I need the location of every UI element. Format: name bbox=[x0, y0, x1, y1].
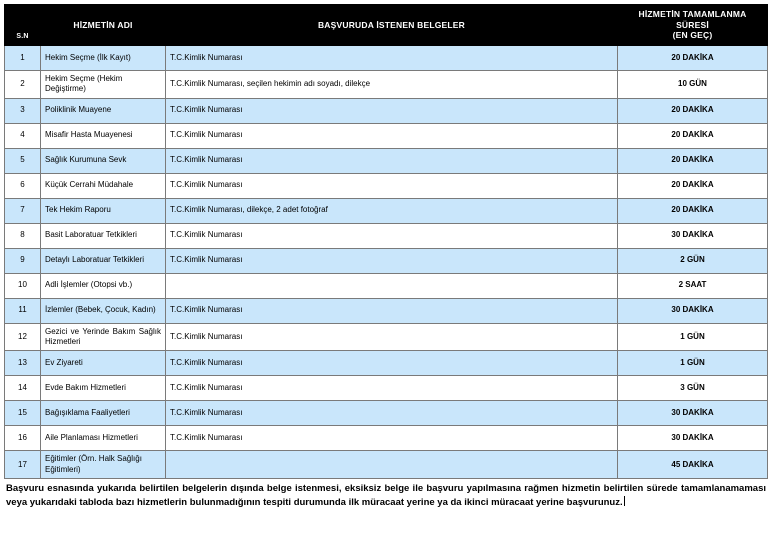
cell-service-name: Basit Laboratuar Tetkikleri bbox=[41, 223, 166, 248]
cell-duration: 20 DAKİKA bbox=[618, 148, 768, 173]
cell-service-name: Küçük Cerrahi Müdahale bbox=[41, 173, 166, 198]
cell-service-name: Poliklinik Muayene bbox=[41, 98, 166, 123]
table-row bbox=[5, 248, 768, 273]
table-row bbox=[5, 223, 768, 248]
cell-documents: T.C.Kimlik Numarası bbox=[166, 148, 618, 173]
cell-documents bbox=[166, 273, 618, 298]
table-row bbox=[5, 401, 768, 426]
services-table bbox=[4, 4, 768, 479]
cell-documents: T.C.Kimlik Numarası, dilekçe, 2 adet fotoğraf bbox=[166, 198, 618, 223]
table-row bbox=[5, 45, 768, 70]
cell-service-name: Sağlık Kurumuna Sevk bbox=[41, 148, 166, 173]
cell-duration: 30 DAKİKA bbox=[618, 223, 768, 248]
table-row bbox=[5, 298, 768, 323]
cell-documents: T.C.Kimlik Numarası bbox=[166, 401, 618, 426]
column-header-duration-line3: (EN GEÇ) bbox=[672, 30, 713, 41]
cell-documents bbox=[166, 451, 618, 479]
column-header-service-name: HİZMETİN ADI bbox=[41, 5, 166, 46]
cell-sn: 8 bbox=[5, 223, 41, 248]
cell-service-name: Aile Planlaması Hizmetleri bbox=[41, 426, 166, 451]
cell-service-name: Hekim Seçme (İlk Kayıt) bbox=[41, 45, 166, 70]
cell-sn: 7 bbox=[5, 198, 41, 223]
cell-duration: 1 GÜN bbox=[618, 351, 768, 376]
cell-documents: T.C.Kimlik Numarası bbox=[166, 45, 618, 70]
cell-service-name: Bağışıklama Faaliyetleri bbox=[41, 401, 166, 426]
cell-service-name: Tek Hekim Raporu bbox=[41, 198, 166, 223]
table-row bbox=[5, 148, 768, 173]
cell-duration: 30 DAKİKA bbox=[618, 426, 768, 451]
cell-duration: 30 DAKİKA bbox=[618, 401, 768, 426]
cell-documents: T.C.Kimlik Numarası bbox=[166, 426, 618, 451]
cell-documents: T.C.Kimlik Numarası bbox=[166, 248, 618, 273]
cell-duration: 30 DAKİKA bbox=[618, 298, 768, 323]
cell-service-name: Ev Ziyareti bbox=[41, 351, 166, 376]
table-header bbox=[5, 5, 768, 46]
cell-service-name: Evde Bakım Hizmetleri bbox=[41, 376, 166, 401]
cell-service-name: Misafir Hasta Muayenesi bbox=[41, 123, 166, 148]
cell-documents: T.C.Kimlik Numarası bbox=[166, 223, 618, 248]
cell-sn: 10 bbox=[5, 273, 41, 298]
cell-sn: 11 bbox=[5, 298, 41, 323]
cell-documents: T.C.Kimlik Numarası bbox=[166, 298, 618, 323]
cell-documents: T.C.Kimlik Numarası bbox=[166, 376, 618, 401]
cell-duration: 3 GÜN bbox=[618, 376, 768, 401]
column-header-duration bbox=[618, 5, 768, 46]
column-header-sn: S.N bbox=[5, 5, 41, 46]
cell-sn: 13 bbox=[5, 351, 41, 376]
cell-service-name: Adli İşlemler (Otopsi vb.) bbox=[41, 273, 166, 298]
document-page bbox=[0, 4, 779, 552]
table-row bbox=[5, 323, 768, 351]
cell-sn: 3 bbox=[5, 98, 41, 123]
cell-service-name: İzlemler (Bebek, Çocuk, Kadın) bbox=[41, 298, 166, 323]
cell-duration: 1 GÜN bbox=[618, 323, 768, 351]
cell-sn: 5 bbox=[5, 148, 41, 173]
cell-duration: 20 DAKİKA bbox=[618, 123, 768, 148]
table-row bbox=[5, 451, 768, 479]
cell-sn: 1 bbox=[5, 45, 41, 70]
cell-documents: T.C.Kimlik Numarası bbox=[166, 173, 618, 198]
text-caret bbox=[624, 496, 625, 506]
cell-service-name: Detaylı Laboratuar Tetkikleri bbox=[41, 248, 166, 273]
column-header-duration-line1: HİZMETİN TAMAMLANMA bbox=[638, 9, 747, 19]
cell-documents: T.C.Kimlik Numarası bbox=[166, 98, 618, 123]
cell-sn: 2 bbox=[5, 70, 41, 98]
cell-documents: T.C.Kimlik Numarası bbox=[166, 123, 618, 148]
cell-duration: 10 GÜN bbox=[618, 70, 768, 98]
cell-duration: 20 DAKİKA bbox=[618, 45, 768, 70]
table-row bbox=[5, 376, 768, 401]
table-row bbox=[5, 273, 768, 298]
column-header-documents: BAŞVURUDA İSTENEN BELGELER bbox=[166, 5, 618, 46]
cell-duration: 20 DAKİKA bbox=[618, 98, 768, 123]
footnote-content: Başvuru esnasında yukarıda belirtilen belgelerin dışında belge istenmesi, eksiksiz belge ile başvuru yapılmasına rağmen hizmetin belirtilen sürede tamamlanamaması veya yukarıdaki tabloda bazı hizmetlerin bulunmadığının tespiti durumunda ilk müracaat yerine ya da ikinci müracaat yerine başvurunuz. bbox=[6, 483, 766, 509]
table-body bbox=[5, 45, 768, 478]
cell-sn: 6 bbox=[5, 173, 41, 198]
column-header-duration-line2: SÜRESİ bbox=[676, 19, 709, 30]
cell-documents: T.C.Kimlik Numarası bbox=[166, 351, 618, 376]
table-row bbox=[5, 426, 768, 451]
cell-documents: T.C.Kimlik Numarası, seçilen hekimin adı soyadı, dilekçe bbox=[166, 70, 618, 98]
cell-sn: 15 bbox=[5, 401, 41, 426]
cell-service-name: Eğitimler (Örn. Halk Sağlığı Eğitimleri) bbox=[41, 451, 166, 479]
cell-sn: 12 bbox=[5, 323, 41, 351]
cell-duration: 20 DAKİKA bbox=[618, 173, 768, 198]
cell-duration: 45 DAKİKA bbox=[618, 451, 768, 479]
cell-service-name: Hekim Seçme (Hekim Değiştirme) bbox=[41, 70, 166, 98]
cell-sn: 4 bbox=[5, 123, 41, 148]
cell-sn: 14 bbox=[5, 376, 41, 401]
cell-service-name: Gezici ve Yerinde Bakım Sağlık Hizmetleri bbox=[41, 323, 166, 351]
table-row bbox=[5, 351, 768, 376]
table-header-row bbox=[5, 5, 768, 46]
table-row bbox=[5, 123, 768, 148]
table-row bbox=[5, 198, 768, 223]
cell-sn: 16 bbox=[5, 426, 41, 451]
cell-documents: T.C.Kimlik Numarası bbox=[166, 323, 618, 351]
cell-sn: 17 bbox=[5, 451, 41, 479]
footnote-text bbox=[6, 483, 766, 510]
cell-duration: 20 DAKİKA bbox=[618, 198, 768, 223]
cell-sn: 9 bbox=[5, 248, 41, 273]
cell-duration: 2 SAAT bbox=[618, 273, 768, 298]
table-row bbox=[5, 70, 768, 98]
cell-duration: 2 GÜN bbox=[618, 248, 768, 273]
table-row bbox=[5, 173, 768, 198]
table-row bbox=[5, 98, 768, 123]
